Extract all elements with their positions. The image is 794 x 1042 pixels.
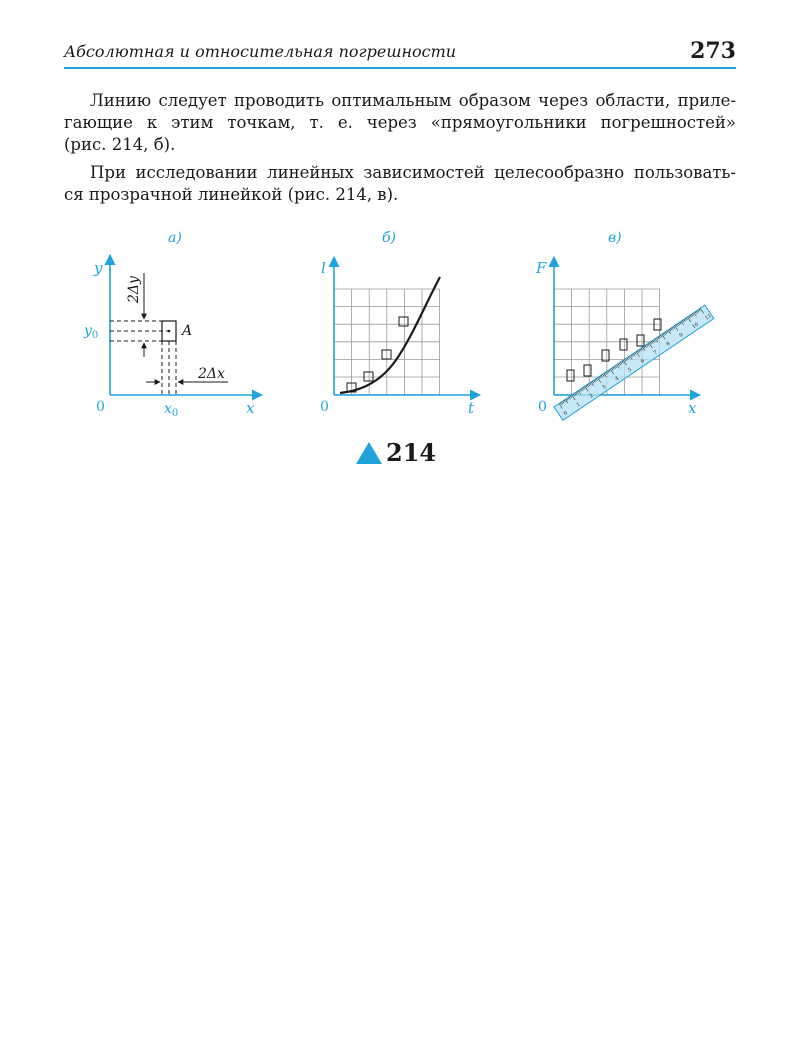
panel-a-label: а) <box>168 230 182 246</box>
ruler-number: 0 <box>562 410 569 417</box>
running-head <box>64 40 736 66</box>
paragraph-2 <box>64 162 736 206</box>
figure-svg <box>60 215 740 435</box>
panel-a <box>83 230 262 419</box>
ruler-number: 1 <box>575 401 582 409</box>
panel-b-label: б) <box>382 230 397 246</box>
ruler-number: 11 <box>704 313 713 322</box>
panel-c-box <box>567 370 574 381</box>
panel-a-x0-label: $x_0$ <box>164 401 179 419</box>
ruler-number: 6 <box>639 358 646 365</box>
page-number: 273 <box>690 38 736 64</box>
panel-c <box>535 230 714 420</box>
panel-b-origin: 0 <box>320 399 329 415</box>
paragraph-1-line-1: Линию следует проводить оптимальным образом через области, приле- <box>90 91 736 110</box>
paragraph-1-line-2: гающие к этим точкам, т. е. через «прямоугольники погрешностей» <box>64 113 736 132</box>
panel-b-x-label: t <box>468 399 475 417</box>
panel-b <box>320 230 480 417</box>
panel-c-label: в) <box>608 230 622 246</box>
body-text <box>64 90 736 212</box>
panel-a-x-label: x <box>246 399 255 417</box>
panel-b-curve <box>340 277 440 393</box>
ruler-number: 8 <box>665 340 672 348</box>
panel-c-box <box>584 365 591 376</box>
panel-b-box <box>364 372 373 381</box>
figure-214 <box>60 215 740 465</box>
panel-a-origin: 0 <box>96 399 105 415</box>
figure-number: 214 <box>386 438 437 467</box>
ruler-number: 10 <box>691 321 700 331</box>
running-head-title: Абсолютная и относительная погрешности <box>64 42 457 61</box>
panel-a-y-label: y <box>94 259 103 277</box>
panel-b-y-label: l <box>321 259 326 277</box>
panel-c-origin: 0 <box>538 399 547 415</box>
ruler-number: 4 <box>614 375 621 383</box>
paragraph-1-line-3: (рис. 214, б). <box>64 135 176 154</box>
ruler-number: 3 <box>601 384 608 391</box>
figure-triangle-icon <box>356 442 382 464</box>
panel-c-x-label: x <box>688 399 697 417</box>
ruler-number: 2 <box>588 392 595 400</box>
paragraph-2-line-1: При исследовании линейных зависимостей целесообразно пользовать- <box>90 163 736 182</box>
panel-b-grid <box>334 289 440 395</box>
panel-b-box <box>399 317 408 326</box>
ruler-number: 5 <box>627 366 634 374</box>
panel-c-box <box>637 335 644 346</box>
panel-a-point-label: A <box>182 323 193 339</box>
panel-a-dy-label: 2Δy <box>126 276 142 303</box>
paragraph-2-line-2: ся прозрачной линейкой (рис. 214, в). <box>64 185 399 204</box>
panel-c-y-label: F <box>536 259 547 277</box>
panel-a-dx-label: 2Δx <box>198 366 225 382</box>
ruler-number: 7 <box>652 349 659 357</box>
ruler-number: 9 <box>678 332 685 339</box>
paragraph-1 <box>64 90 736 156</box>
header-rule <box>64 67 736 69</box>
panel-c-box <box>620 339 627 350</box>
panel-a-y0-label: $y_0$ <box>84 323 99 341</box>
